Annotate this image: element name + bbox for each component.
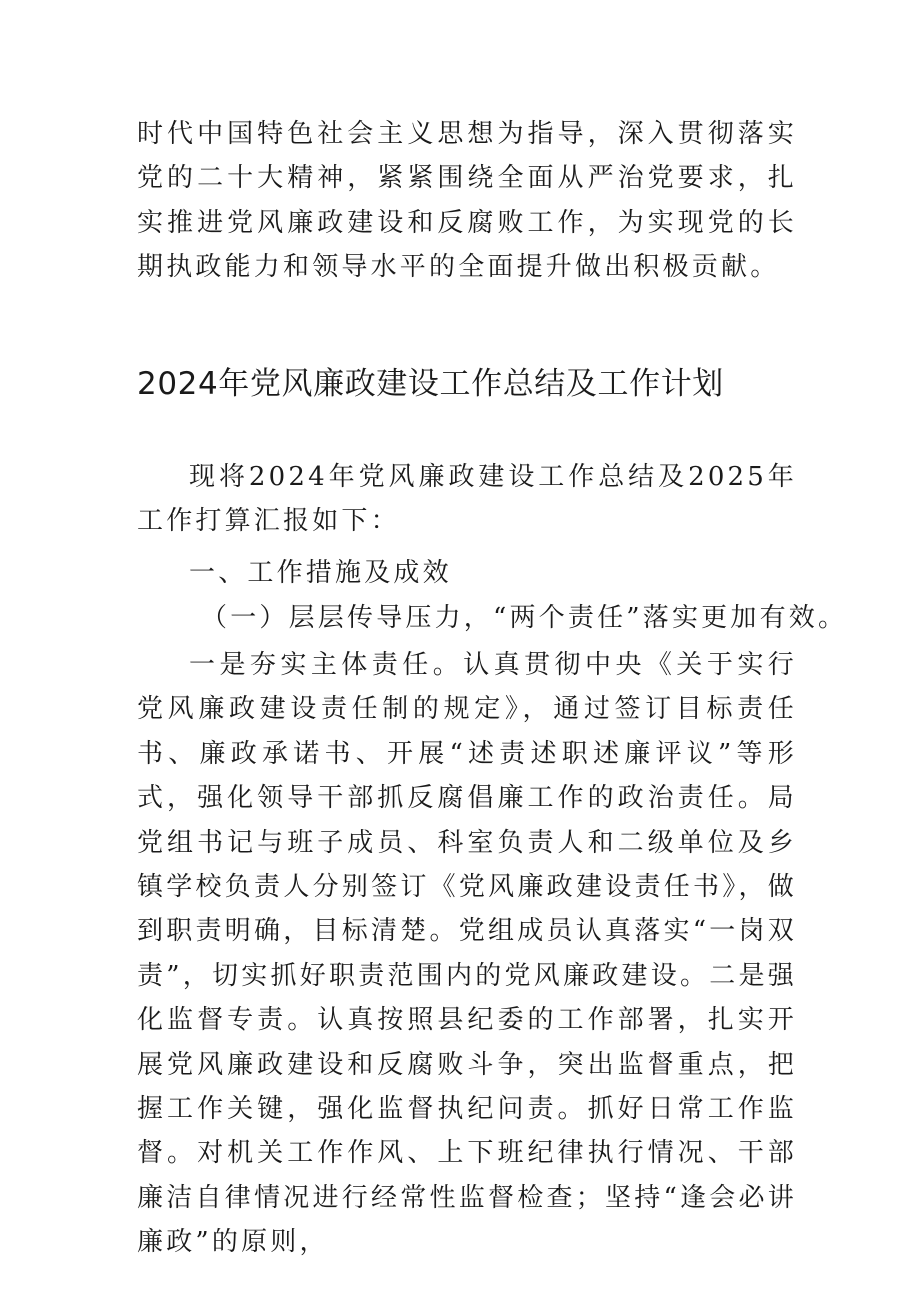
opening-paragraph: 现将2024年党风廉政建设工作总结及2025年工作打算汇报如下： [137,462,797,537]
section-heading: 一、工作措施及成效 [189,558,452,588]
body-paragraph: 一是夯实主体责任。认真贯彻中央《关于实行党风廉政建设责任制的规定》，通过签订目标责任书、廉政承诺书、开展“述责述职述廉评议”等形式，强化领导干部抓反腐倡廉工作的政治责任。局党组书记与班子成员、科室负责人和二级单位及乡镇学校负责人分别签订《党风廉政建设责任书》，做到职责明确，目标清楚。党组成员认真落实“一岗双责”，切实抓好职责范围内的党风廉政建设。二是强化监督专责。认真按照县纪委的工作部署，扎实开展党风廉政建设和反腐败斗争，突出监督重点，把握工作关键，强化监督执纪问责。抓好日常工作监督。对机关工作作风、上下班纪律执行情况、干部廉洁自律情况进行经常性监督检查；坚持“逢会必讲廉政”的原则， [137,650,797,1258]
intro-paragraph: 时代中国特色社会主义思想为指导，深入贯彻落实党的二十大精神，紧紧围绕全面从严治党要求，扎实推进党风廉政建设和反腐败工作，为实现党的长期执政能力和领导水平的全面提升做出积极贡献。 [137,119,797,283]
subsection-heading: （一）层层传导压力，“两个责任”落实更加有效。 [201,603,848,633]
document-title: 2024年党风廉政建设工作总结及工作计划 [137,366,724,402]
